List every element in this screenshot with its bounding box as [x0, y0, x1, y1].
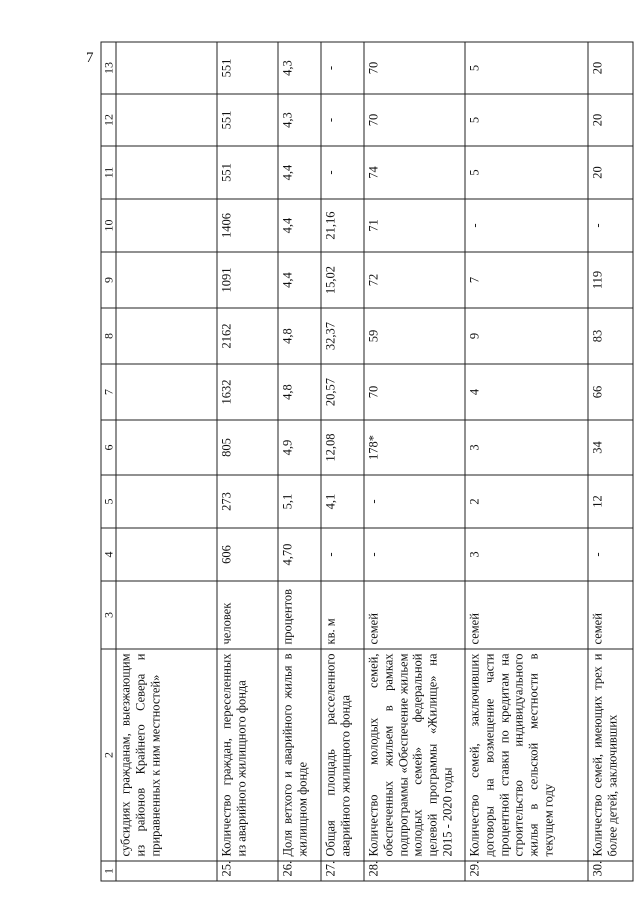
value-cell: -	[321, 146, 364, 199]
value-cell: 20	[588, 42, 633, 94]
value-cell: 3	[465, 420, 588, 475]
value-cell	[116, 146, 217, 199]
unit-cell	[116, 581, 217, 649]
header-cell: 8	[101, 308, 116, 364]
value-cell: -	[321, 528, 364, 581]
value-cell: 551	[217, 94, 278, 146]
value-cell: 34	[588, 420, 633, 475]
value-cell: 4,8	[278, 364, 321, 420]
table-row	[364, 42, 465, 881]
value-cell	[116, 308, 217, 364]
value-cell: 1091	[217, 252, 278, 308]
value-cell: 606	[217, 528, 278, 581]
value-cell: 70	[364, 42, 465, 94]
value-cell: 9	[465, 308, 588, 364]
value-cell: 59	[364, 308, 465, 364]
value-cell: 551	[217, 42, 278, 94]
value-cell: 15,02	[321, 252, 364, 308]
header-row	[101, 42, 116, 881]
value-cell: 21,16	[321, 199, 364, 252]
value-cell: 72	[364, 252, 465, 308]
value-cell: 4,4	[278, 199, 321, 252]
header-cell: 1	[101, 861, 116, 881]
value-cell: -	[588, 528, 633, 581]
header-cell: 9	[101, 252, 116, 308]
value-cell: 4,4	[278, 146, 321, 199]
value-cell: 273	[217, 475, 278, 528]
value-cell	[116, 94, 217, 146]
value-cell: 71	[364, 199, 465, 252]
value-cell	[116, 528, 217, 581]
value-cell: 7	[465, 252, 588, 308]
unit-cell: кв. м	[321, 581, 364, 649]
value-cell: 5	[465, 94, 588, 146]
row-number: 25.	[217, 861, 278, 881]
value-cell: 4,4	[278, 252, 321, 308]
row-number: 29.	[465, 861, 588, 881]
header-cell: 12	[101, 94, 116, 146]
value-cell: 1406	[217, 199, 278, 252]
indicator-name: Количество семей, заключивших договоры на возмещение части процентной ставки по кредитам на строительство индивидуального жилья в сельской местности в текущем году	[465, 649, 588, 861]
header-cell: 5	[101, 475, 116, 528]
row-number: 27.	[321, 861, 364, 881]
value-cell: 4,8	[278, 308, 321, 364]
value-cell: -	[364, 475, 465, 528]
value-cell: 83	[588, 308, 633, 364]
header-cell: 7	[101, 364, 116, 420]
header-cell: 2	[101, 649, 116, 861]
value-cell: 5	[465, 146, 588, 199]
value-cell: 4,9	[278, 420, 321, 475]
header-cell: 6	[101, 420, 116, 475]
value-cell: -	[364, 528, 465, 581]
indicator-name: Общая площадь расселенного аварийного жилищного фонда	[321, 649, 364, 861]
value-cell: -	[588, 199, 633, 252]
value-cell: 74	[364, 146, 465, 199]
value-cell: 551	[217, 146, 278, 199]
value-cell: 119	[588, 252, 633, 308]
header-cell: 10	[101, 199, 116, 252]
value-cell: 66	[588, 364, 633, 420]
header-cell: 13	[101, 42, 116, 94]
value-cell: 4,3	[278, 42, 321, 94]
value-cell: -	[321, 94, 364, 146]
value-cell	[116, 475, 217, 528]
value-cell: 4,1	[321, 475, 364, 528]
indicators-table	[100, 41, 633, 881]
value-cell	[116, 42, 217, 94]
rotated-table-frame	[100, 42, 628, 881]
value-cell: 12,08	[321, 420, 364, 475]
value-cell: 12	[588, 475, 633, 528]
indicator-name: Количество семей, имеющих трех и более детей, заключивших	[588, 649, 633, 861]
value-cell	[116, 364, 217, 420]
value-cell: -	[465, 199, 588, 252]
unit-cell: семей	[465, 581, 588, 649]
value-cell: -	[321, 42, 364, 94]
value-cell: 20	[588, 94, 633, 146]
value-cell: 2162	[217, 308, 278, 364]
value-cell: 4,70	[278, 528, 321, 581]
unit-cell: семей	[364, 581, 465, 649]
indicator-name: Доля ветхого и аварийного жилья в жилищном фонде	[278, 649, 321, 861]
indicator-name: субсидиях гражданам, выезжающим из районов Крайнего Севера и приравненных к ним местностей»	[116, 649, 217, 861]
table-row	[278, 42, 321, 881]
indicator-name: Количество молодых семей, обеспеченных жильем в рамках подпрограммы «Обеспечение жильем молодых семей» федеральной целевой программы «Жилище» на 2015 - 2020 годы	[364, 649, 465, 861]
value-cell: 3	[465, 528, 588, 581]
table-row	[465, 42, 588, 881]
value-cell: 20	[588, 146, 633, 199]
value-cell	[116, 420, 217, 475]
value-cell	[116, 199, 217, 252]
value-cell: 70	[364, 364, 465, 420]
value-cell: 5	[465, 42, 588, 94]
value-cell: 1632	[217, 364, 278, 420]
header-cell: 4	[101, 528, 116, 581]
value-cell: 4,3	[278, 94, 321, 146]
value-cell: 32,37	[321, 308, 364, 364]
header-cell: 3	[101, 581, 116, 649]
table-row	[217, 42, 278, 881]
unit-cell: человек	[217, 581, 278, 649]
page-number: 7	[86, 50, 94, 66]
value-cell	[116, 252, 217, 308]
row-number: 28.	[364, 861, 465, 881]
table-row	[321, 42, 364, 881]
table-row	[116, 42, 217, 881]
header-cell: 11	[101, 146, 116, 199]
value-cell: 178*	[364, 420, 465, 475]
value-cell: 5,1	[278, 475, 321, 528]
unit-cell: процентов	[278, 581, 321, 649]
value-cell: 2	[465, 475, 588, 528]
value-cell: 4	[465, 364, 588, 420]
value-cell: 805	[217, 420, 278, 475]
row-number: 30.	[588, 861, 633, 881]
table-row	[588, 42, 633, 881]
row-number	[116, 861, 217, 881]
row-number: 26.	[278, 861, 321, 881]
unit-cell: семей	[588, 581, 633, 649]
value-cell: 20,57	[321, 364, 364, 420]
value-cell: 70	[364, 94, 465, 146]
indicator-name: Количество граждан, переселенных из аварийного жилищного фонда	[217, 649, 278, 861]
